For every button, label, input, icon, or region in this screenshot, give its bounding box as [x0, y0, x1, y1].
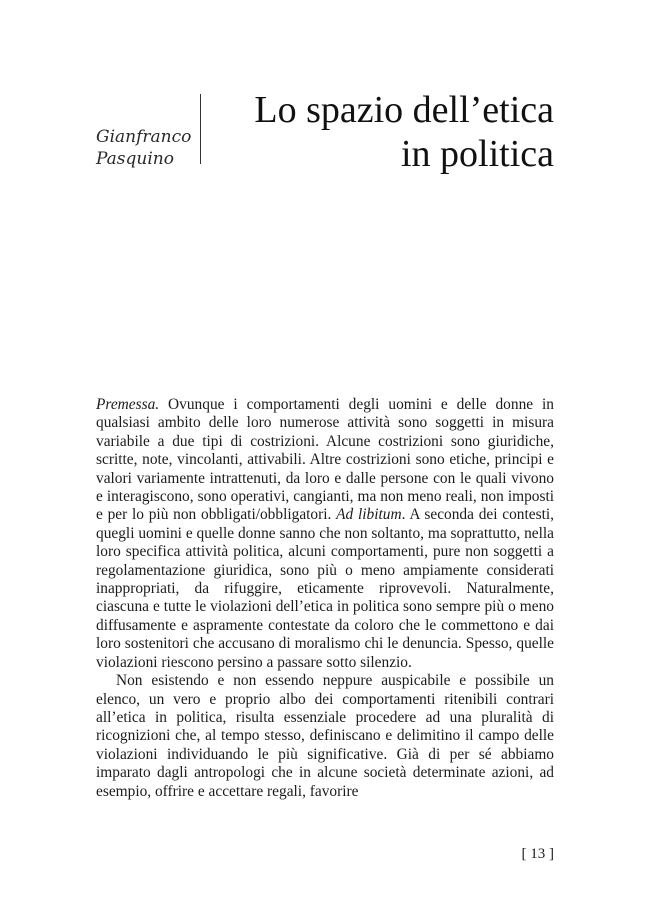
title-divider [200, 94, 201, 164]
paragraph-1-lead: Premessa. [96, 396, 160, 413]
page-number: [ 13 ] [521, 846, 554, 862]
body-text [96, 396, 554, 801]
author-last-name: Pasquino [96, 149, 174, 169]
paragraph-1 [96, 396, 554, 672]
paragraph-1-italic: Ad libitum [336, 506, 402, 524]
chapter-title [254, 88, 554, 176]
author-name [96, 126, 191, 170]
chapter-title-line-2: in politica [400, 133, 554, 175]
paragraph-2: Non esistendo e non essendo neppure auspicabile e possibile un elenco, un vero e proprio albo dei comportamenti ritenibili contrari all’etica in politica, risulta essenziale procedere ad una pluralità di ricognizioni che, al tempo stesso, definiscano e delimitino il campo delle violazioni individuando le più significative. Già di per sé abbiamo imparato dagli antropologi che in alcune società determinate azioni, ad esempio, offrire e accettare regali, favorire [96, 672, 554, 800]
paragraph-1-part-a: Ovunque i comportamenti degli uomini e delle donne in qualsiasi ambito delle loro numerose attività sono soggetti in misura variabile a due tipi di costrizioni. Alcune costrizioni sono giuridiche, scritte, note, vincolanti, attivabili. Altre costrizioni sono etiche, principi e valori variamente intrattenuti, da loro e dalle persone con le quali vivono e interagiscono, sono operativi, cangianti, ma non meno reali, non imposti e per lo più non obbligati/obbligatori. [96, 396, 554, 524]
author-first-name: Gianfranco [96, 127, 192, 147]
chapter-title-line-1: Lo spazio dell’etica [254, 89, 554, 131]
paragraph-1-part-b: . A seconda dei contesti, quegli uomini e quelle donne sanno che non soltanto, ma soprattutto, nella loro specifica attività politica, alcuni comportamenti, pure non soggetti a regolamentazione giuridica, sono più o meno ampiamente considerati inappropriati, da rifuggire, eticamente riprovevoli. Naturalmente, ciascuna e tutte le violazioni dell’etica in politica sono sempre più o meno diffusamente e aspramente contestate da coloro che le commettono e dai loro sostenitori che accusano di moralismo chi le denuncia. Spesso, quelle violazioni riescono persino a passare sotto silenzio. [96, 506, 554, 671]
